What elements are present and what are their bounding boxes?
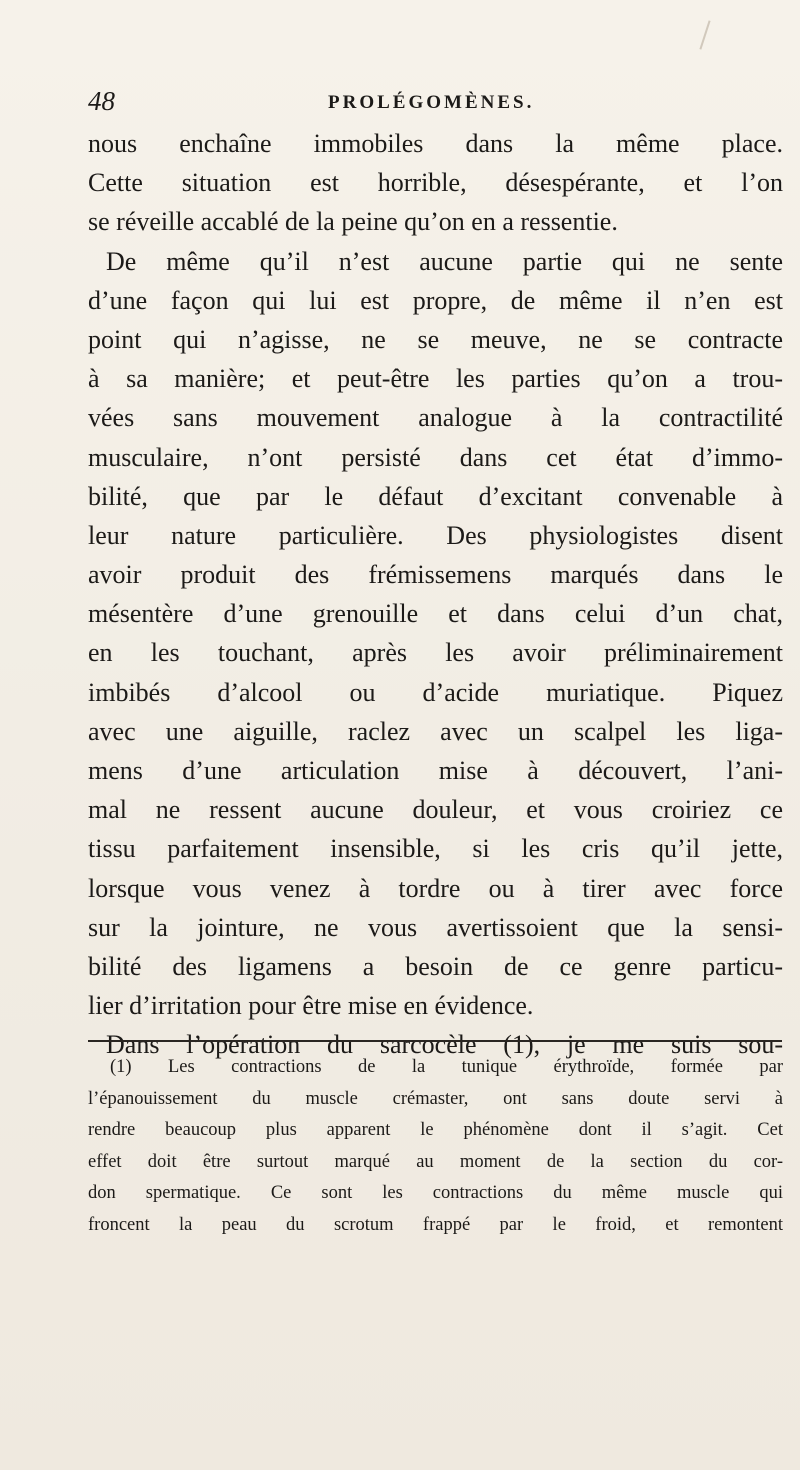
text-line: à sa manière; et peut-être les parties qu’on a trou- bbox=[88, 364, 783, 394]
text-line: d’une façon qui lui est propre, de même il n’en est bbox=[88, 285, 783, 315]
text-line: lier d’irritation pour être mise en évidence. bbox=[88, 991, 534, 1021]
page-header bbox=[88, 86, 778, 122]
main-text bbox=[88, 124, 783, 1065]
text-line: bilité, que par le défaut d’excitant convenable à bbox=[88, 481, 783, 511]
footnote-line: froncent la peau du scrotum frappé par le froid, et remontent bbox=[88, 1214, 783, 1235]
text-line: sur la jointure, ne vous avertissoient que la sensi- bbox=[88, 912, 783, 942]
text-line: lorsque vous venez à tordre ou à tirer avec force bbox=[88, 873, 783, 903]
page-number: 48 bbox=[88, 86, 115, 116]
text-line: Cette situation est horrible, désespérante, et l’on bbox=[88, 168, 783, 198]
text-line: bilité des ligamens a besoin de ce genre particu- bbox=[88, 951, 783, 981]
text-line: mal ne ressent aucune douleur, et vous croiriez ce bbox=[88, 795, 783, 825]
text-line: avoir produit des frémissemens marqués dans le bbox=[88, 560, 783, 590]
text-line: se réveille accablé de la peine qu’on en a ressentie. bbox=[88, 207, 618, 237]
running-title: PROLÉGOMÈNES. bbox=[328, 92, 535, 113]
text-line: musculaire, n’ont persisté dans cet état d’immo- bbox=[88, 442, 783, 472]
footnote-line: (1) Les contractions de la tunique érythroïde, formée par bbox=[110, 1057, 783, 1077]
footnote-line: l’épanouissement du muscle crémaster, ont sans doute servi à bbox=[88, 1088, 783, 1109]
text-line: tissu parfaitement insensible, si les cris qu’il jette, bbox=[88, 834, 783, 864]
text-line: Dans l’opération du sarcocèle (1), je me suis sou- bbox=[106, 1030, 783, 1060]
text-line: imbibés d’alcool ou d’acide muriatique. Piquez bbox=[88, 677, 783, 707]
text-line: mens d’une articulation mise à découvert, l’ani- bbox=[88, 756, 783, 785]
text-line: nous enchaîne immobiles dans la même place. bbox=[88, 129, 783, 158]
text-line: leur nature particulière. Des physiologistes disent bbox=[88, 520, 783, 550]
text-line: mésentère d’une grenouille et dans celui d’un chat, bbox=[88, 599, 783, 629]
text-line: avec une aiguille, raclez avec un scalpel les liga- bbox=[88, 716, 783, 746]
paper-mark bbox=[699, 20, 710, 49]
text-line: point qui n’agisse, ne se meuve, ne se contracte bbox=[88, 324, 783, 354]
footnote bbox=[88, 1052, 783, 1241]
footnote-separator bbox=[88, 1040, 782, 1042]
footnote-line: don spermatique. Ce sont les contractions du même muscle qui bbox=[88, 1183, 783, 1203]
text-line: vées sans mouvement analogue à la contractilité bbox=[88, 403, 783, 433]
footnote-line: rendre beaucoup plus apparent le phénomène dont il s’agit. Cet bbox=[88, 1120, 783, 1140]
footnote-line: effet doit être surtout marqué au moment de la section du cor- bbox=[88, 1151, 783, 1172]
text-line: en les touchant, après les avoir préliminairement bbox=[88, 638, 783, 668]
text-line: De même qu’il n’est aucune partie qui ne sente bbox=[106, 246, 783, 276]
